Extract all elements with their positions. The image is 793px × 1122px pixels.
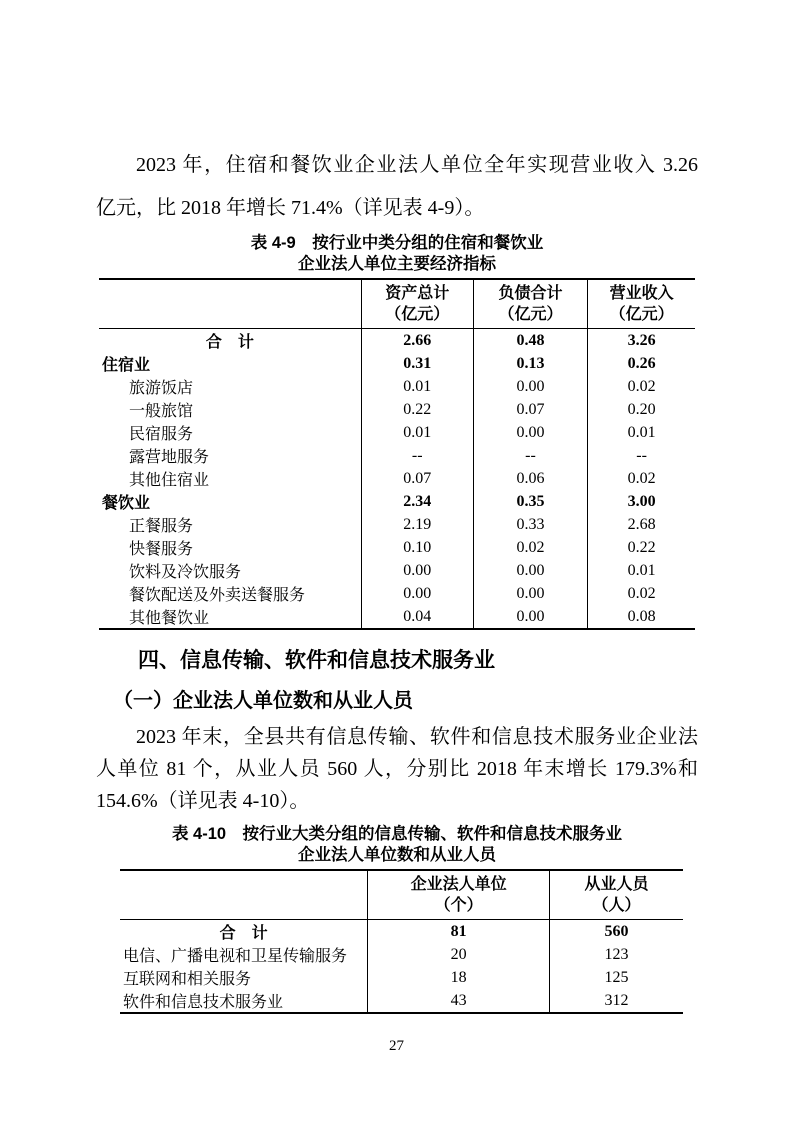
table-row <box>99 605 695 629</box>
col-header-employees <box>550 870 683 920</box>
cell-revenue: 0.02 <box>588 375 695 398</box>
row-label: 住宿业 <box>102 357 151 374</box>
row-label: 饮料及冷饮服务 <box>129 564 242 581</box>
row-label: 其他住宿业 <box>129 472 210 489</box>
cell-assets: 2.19 <box>361 513 473 536</box>
cell-revenue: -- <box>588 444 695 467</box>
header-empty-cell <box>99 279 361 329</box>
cell-assets: 0.31 <box>361 352 473 375</box>
cell-revenue: 0.20 <box>588 398 695 421</box>
col-header-revenue <box>588 279 695 329</box>
cell-revenue: 0.01 <box>588 421 695 444</box>
cell-liabilities: 0.07 <box>473 398 587 421</box>
paragraph-line: 2023 年末，全县共有信息传输、软件和信息技术服务业企业法 <box>136 726 698 748</box>
cell-assets: 0.00 <box>361 559 473 582</box>
section-subheading: （一）企业法人单位数和从业人员 <box>113 690 413 712</box>
table-row <box>120 966 683 989</box>
cell-revenue: 0.26 <box>588 352 695 375</box>
table-row <box>99 352 695 375</box>
paragraph-line: 亿元，比 2018 年增长 71.4%（详见表 4-9）。 <box>96 197 485 219</box>
cell-liabilities: 0.00 <box>473 421 587 444</box>
header-empty-cell <box>120 870 368 920</box>
cell-revenue: 2.68 <box>588 513 695 536</box>
table-row <box>99 444 695 467</box>
row-label: 一般旅馆 <box>129 403 194 420</box>
cell-liabilities: 0.00 <box>473 559 587 582</box>
col-header-assets <box>361 279 473 329</box>
cell-revenue: 0.01 <box>588 559 695 582</box>
table-row <box>99 513 695 536</box>
paragraph-line: 154.6%（详见表 4-10）。 <box>96 790 310 812</box>
table-row <box>120 989 683 1013</box>
row-label: 互联网和相关服务 <box>123 971 252 988</box>
row-label: 快餐服务 <box>129 541 194 558</box>
table9-title-line1: 表 4-9 按行业中类分组的住宿和餐饮业 <box>250 234 544 252</box>
col-header-text: 资产总计 <box>385 285 450 302</box>
table9-title-line2: 企业法人单位主要经济指标 <box>298 255 496 273</box>
cell-liabilities: 0.00 <box>473 605 587 629</box>
cell-employees: 125 <box>550 966 683 989</box>
cell-liabilities: -- <box>473 444 587 467</box>
row-label: 民宿服务 <box>129 426 194 443</box>
cell-units: 20 <box>368 943 550 966</box>
paragraph-line: 人单位 81 个，从业人员 560 人，分别比 2018 年末增长 179.3%和 <box>96 758 698 780</box>
row-label: 其他餐饮业 <box>129 610 210 627</box>
table-row <box>120 920 683 944</box>
table-row <box>120 943 683 966</box>
cell-assets: 0.00 <box>361 582 473 605</box>
cell-revenue: 0.02 <box>588 582 695 605</box>
table10-title-line2: 企业法人单位数和从业人员 <box>298 846 496 864</box>
table-header-row <box>120 870 683 920</box>
page-content <box>96 0 698 1014</box>
table-row <box>99 375 695 398</box>
col-header-text: 企业法人单位 <box>410 876 507 893</box>
col-header-unit: （亿元） <box>385 306 450 323</box>
cell-employees: 560 <box>550 920 683 944</box>
col-header-unit: （人） <box>592 897 641 914</box>
economic-indicators-table <box>99 278 695 630</box>
table10-title <box>96 824 698 866</box>
cell-units: 81 <box>368 920 550 944</box>
col-header-unit: （亿元） <box>498 306 563 323</box>
col-header-unit: （亿元） <box>609 306 674 323</box>
section-paragraph <box>96 721 698 817</box>
col-header-text: 从业人员 <box>584 876 649 893</box>
row-label: 合 计 <box>205 334 254 351</box>
cell-units: 18 <box>368 966 550 989</box>
cell-revenue: 0.22 <box>588 536 695 559</box>
table-row <box>99 559 695 582</box>
row-label: 电信、广播电视和卫星传输服务 <box>123 948 348 965</box>
cell-assets: 2.66 <box>361 329 473 353</box>
row-label: 餐饮业 <box>102 495 151 512</box>
row-label: 餐饮配送及外卖送餐服务 <box>129 587 306 604</box>
cell-liabilities: 0.13 <box>473 352 587 375</box>
cell-liabilities: 0.00 <box>473 375 587 398</box>
cell-revenue: 0.02 <box>588 467 695 490</box>
cell-assets: 0.04 <box>361 605 473 629</box>
table-row <box>99 536 695 559</box>
cell-liabilities: 0.00 <box>473 582 587 605</box>
cell-liabilities: 0.48 <box>473 329 587 353</box>
cell-assets: 0.22 <box>361 398 473 421</box>
row-label: 软件和信息技术服务业 <box>123 994 284 1011</box>
intro-paragraph <box>96 144 698 230</box>
cell-revenue: 3.00 <box>588 490 695 513</box>
table-header-row <box>99 279 695 329</box>
table-row <box>99 329 695 353</box>
cell-liabilities: 0.33 <box>473 513 587 536</box>
table-row <box>99 398 695 421</box>
cell-assets: 0.07 <box>361 467 473 490</box>
cell-assets: 2.34 <box>361 490 473 513</box>
paragraph-line: 2023 年，住宿和餐饮业企业法人单位全年实现营业收入 3.26 <box>136 154 698 176</box>
cell-employees: 312 <box>550 989 683 1013</box>
cell-liabilities: 0.02 <box>473 536 587 559</box>
legal-entities-table <box>120 869 683 1014</box>
page-number: 27 <box>389 1038 404 1054</box>
table10-title-line1: 表 4-10 按行业大类分组的信息传输、软件和信息技术服务业 <box>171 825 623 843</box>
cell-assets: 0.01 <box>361 375 473 398</box>
col-header-liabilities <box>473 279 587 329</box>
cell-revenue: 0.08 <box>588 605 695 629</box>
row-label: 正餐服务 <box>129 518 194 535</box>
row-label: 合 计 <box>219 925 268 942</box>
cell-employees: 123 <box>550 943 683 966</box>
cell-assets: -- <box>361 444 473 467</box>
col-header-unit: （个） <box>434 897 483 914</box>
cell-assets: 0.10 <box>361 536 473 559</box>
cell-assets: 0.01 <box>361 421 473 444</box>
section-heading: 四、信息传输、软件和信息技术服务业 <box>138 649 495 672</box>
col-header-text: 负债合计 <box>498 285 563 302</box>
row-label: 露营地服务 <box>129 449 210 466</box>
col-header-text: 营业收入 <box>609 285 674 302</box>
table-row <box>99 467 695 490</box>
col-header-units <box>368 870 550 920</box>
cell-liabilities: 0.06 <box>473 467 587 490</box>
cell-units: 43 <box>368 989 550 1013</box>
cell-liabilities: 0.35 <box>473 490 587 513</box>
table9-title <box>96 233 698 275</box>
table-row <box>99 421 695 444</box>
table-row <box>99 490 695 513</box>
cell-revenue: 3.26 <box>588 329 695 353</box>
table-row <box>99 582 695 605</box>
row-label: 旅游饭店 <box>129 380 194 397</box>
